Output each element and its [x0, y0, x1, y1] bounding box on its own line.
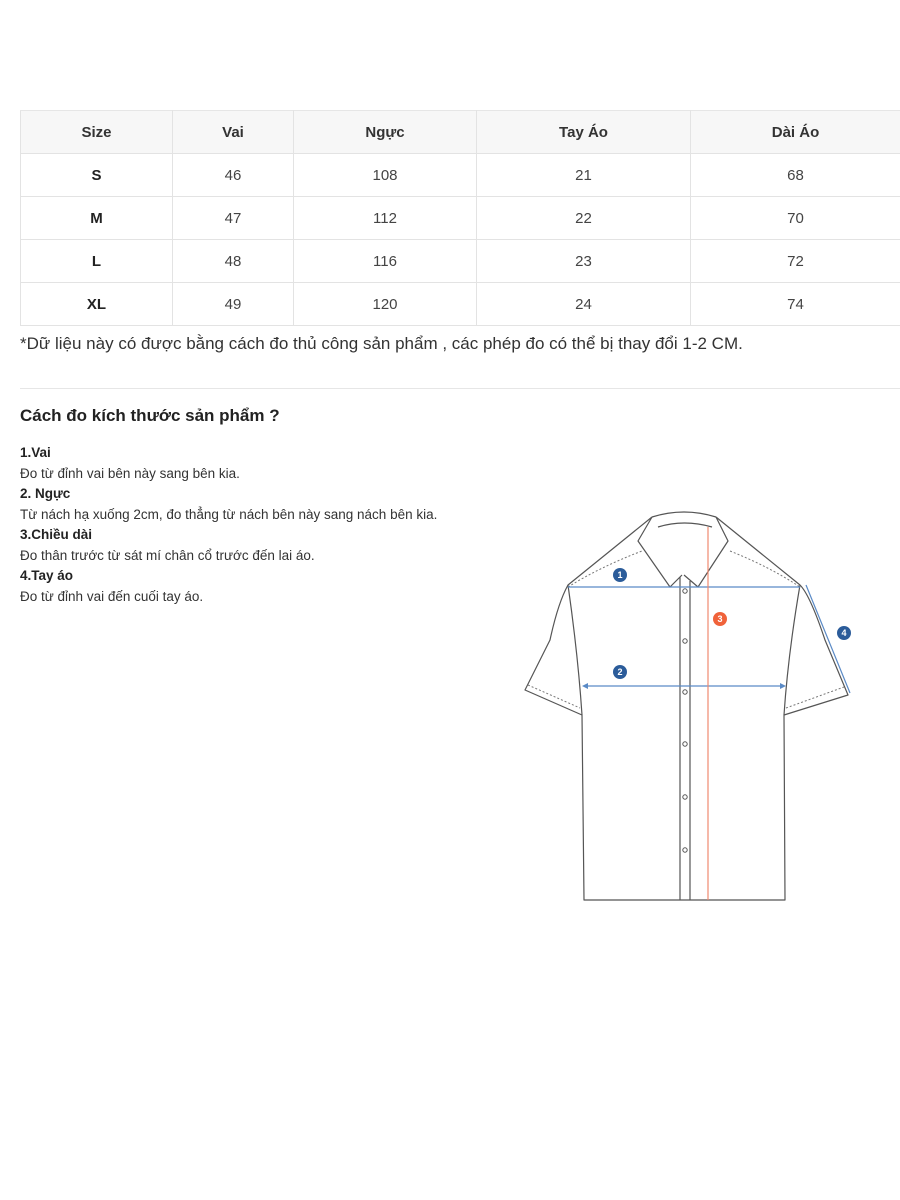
- right-armhole: [784, 585, 800, 715]
- marker-1-label: 1: [617, 570, 623, 580]
- button: [683, 589, 687, 593]
- header-vai: Vai: [173, 111, 294, 154]
- vai-value: 46: [173, 154, 294, 197]
- shirt-body-outline: [525, 517, 848, 900]
- howto-title: Cách đo kích thước sản phẩm ?: [20, 406, 280, 425]
- nguc-value: 112: [294, 197, 477, 240]
- chest-arrow-left: [582, 683, 588, 689]
- tay-ao-value: 24: [477, 283, 691, 326]
- table-row: [21, 283, 900, 326]
- measurement-lines: [568, 527, 850, 900]
- size-chart-table: [20, 110, 900, 326]
- table-header-row: [21, 111, 900, 154]
- table-row: [21, 154, 900, 197]
- size-label: L: [21, 240, 173, 283]
- marker-2-label: 2: [617, 667, 623, 677]
- dai-ao-value: 70: [691, 197, 900, 240]
- chest-arrow-right: [780, 683, 786, 689]
- button: [683, 795, 687, 799]
- measurement-note: *Dữ liệu này có được bằng cách đo thủ công sản phẩm , các phép đo có thể bị thay đổi 1-2 CM.: [20, 334, 743, 353]
- step-title-chieu-dai: 3.Chiều dài: [20, 527, 93, 542]
- button: [683, 690, 687, 694]
- collar-left: [638, 517, 682, 587]
- section-divider: [20, 388, 900, 389]
- collar-inner: [658, 523, 712, 527]
- shirt-measurement-diagram: [520, 505, 865, 905]
- buttons: [683, 589, 687, 852]
- left-shoulder-seam: [568, 551, 642, 587]
- vai-value: 48: [173, 240, 294, 283]
- step-title-tay-ao: 4.Tay áo: [20, 568, 74, 583]
- nguc-value: 116: [294, 240, 477, 283]
- header-nguc: Ngực: [294, 111, 477, 154]
- dai-ao-value: 68: [691, 154, 900, 197]
- left-armhole: [568, 585, 582, 715]
- nguc-value: 108: [294, 154, 477, 197]
- stitch-lines: [528, 551, 847, 708]
- nguc-value: 120: [294, 283, 477, 326]
- tay-ao-value: 21: [477, 154, 691, 197]
- header-dai-ao: Dài Áo: [691, 111, 900, 154]
- dai-ao-value: 72: [691, 240, 900, 283]
- step-title-vai: 1.Vai: [20, 445, 51, 460]
- step-text-nguc: Từ nách hạ xuống 2cm, đo thẳng từ nách bên này sang nách bên kia.: [20, 506, 438, 522]
- collar-band: [652, 512, 716, 517]
- dai-ao-value: 74: [691, 283, 900, 326]
- size-label: XL: [21, 283, 173, 326]
- step-text-tay-ao: Đo từ đỉnh vai đến cuối tay áo.: [20, 588, 204, 604]
- header-size: Size: [21, 111, 173, 154]
- collar-right: [684, 517, 728, 587]
- size-label: S: [21, 154, 173, 197]
- button: [683, 848, 687, 852]
- button: [683, 639, 687, 643]
- table-row: [21, 240, 900, 283]
- button: [683, 742, 687, 746]
- marker-4-label: 4: [841, 628, 847, 638]
- step-text-vai: Đo từ đỉnh vai bên này sang bên kia.: [20, 465, 240, 481]
- step-text-chieu-dai: Đo thân trước từ sát mí chân cổ trước đến lai áo.: [20, 547, 315, 563]
- left-cuff-stitch: [528, 685, 580, 708]
- tay-ao-value: 22: [477, 197, 691, 240]
- vai-value: 49: [173, 283, 294, 326]
- measurement-steps: [20, 443, 450, 607]
- tay-ao-value: 23: [477, 240, 691, 283]
- header-tay-ao: Tay Áo: [477, 111, 691, 154]
- measure-markers: [613, 568, 851, 679]
- vai-value: 47: [173, 197, 294, 240]
- step-title-nguc: 2. Ngực: [20, 486, 71, 501]
- size-label: M: [21, 197, 173, 240]
- table-row: [21, 197, 900, 240]
- marker-3-label: 3: [717, 614, 723, 624]
- shirt-outline: [525, 512, 848, 900]
